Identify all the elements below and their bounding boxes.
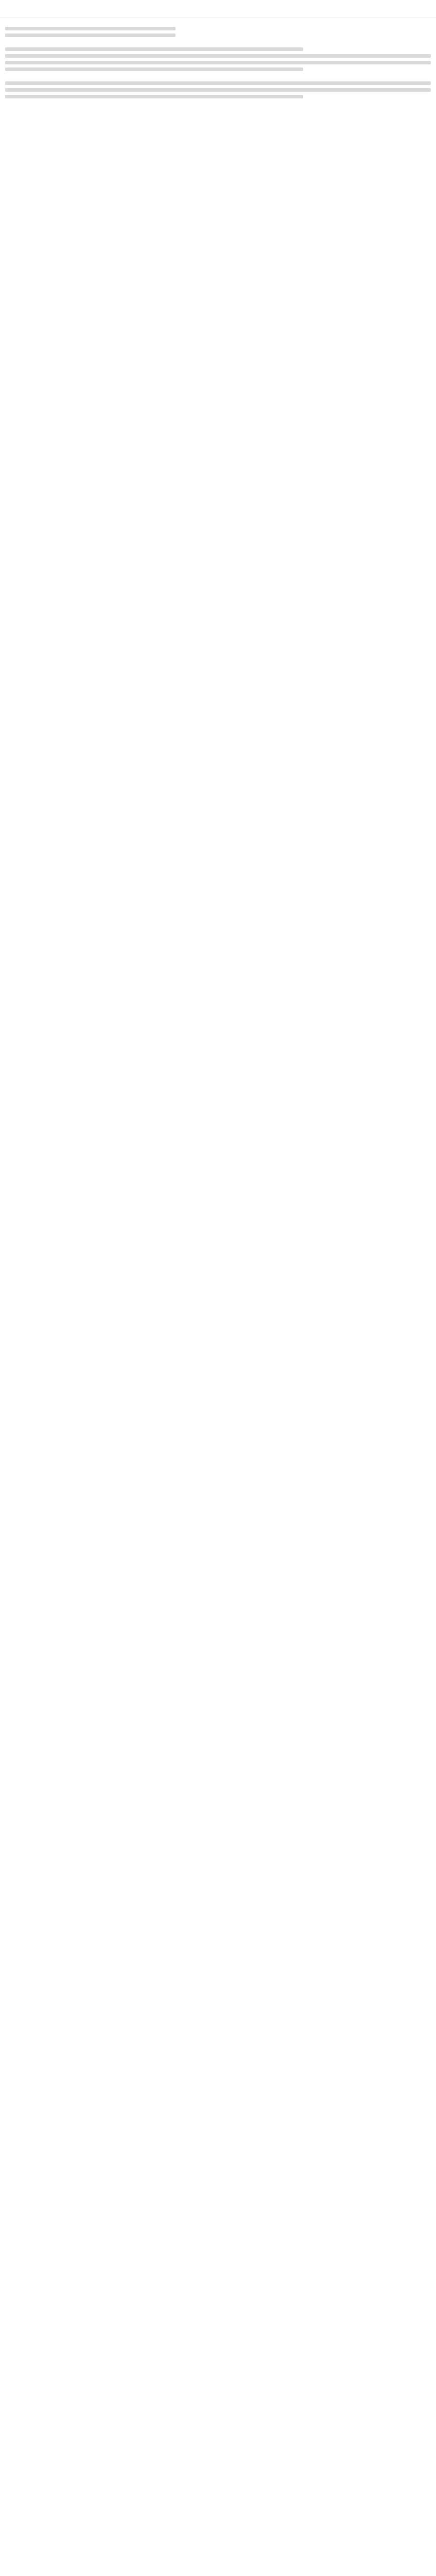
text-line bbox=[5, 54, 431, 58]
text-line bbox=[5, 33, 176, 37]
document-body bbox=[5, 23, 431, 101]
text-line bbox=[5, 27, 176, 30]
text-line bbox=[5, 67, 303, 71]
text-line bbox=[5, 47, 303, 51]
text-line bbox=[5, 81, 431, 85]
text-line bbox=[5, 95, 303, 98]
text-line bbox=[5, 61, 431, 64]
text-line bbox=[5, 88, 431, 92]
site-header bbox=[0, 0, 436, 18]
